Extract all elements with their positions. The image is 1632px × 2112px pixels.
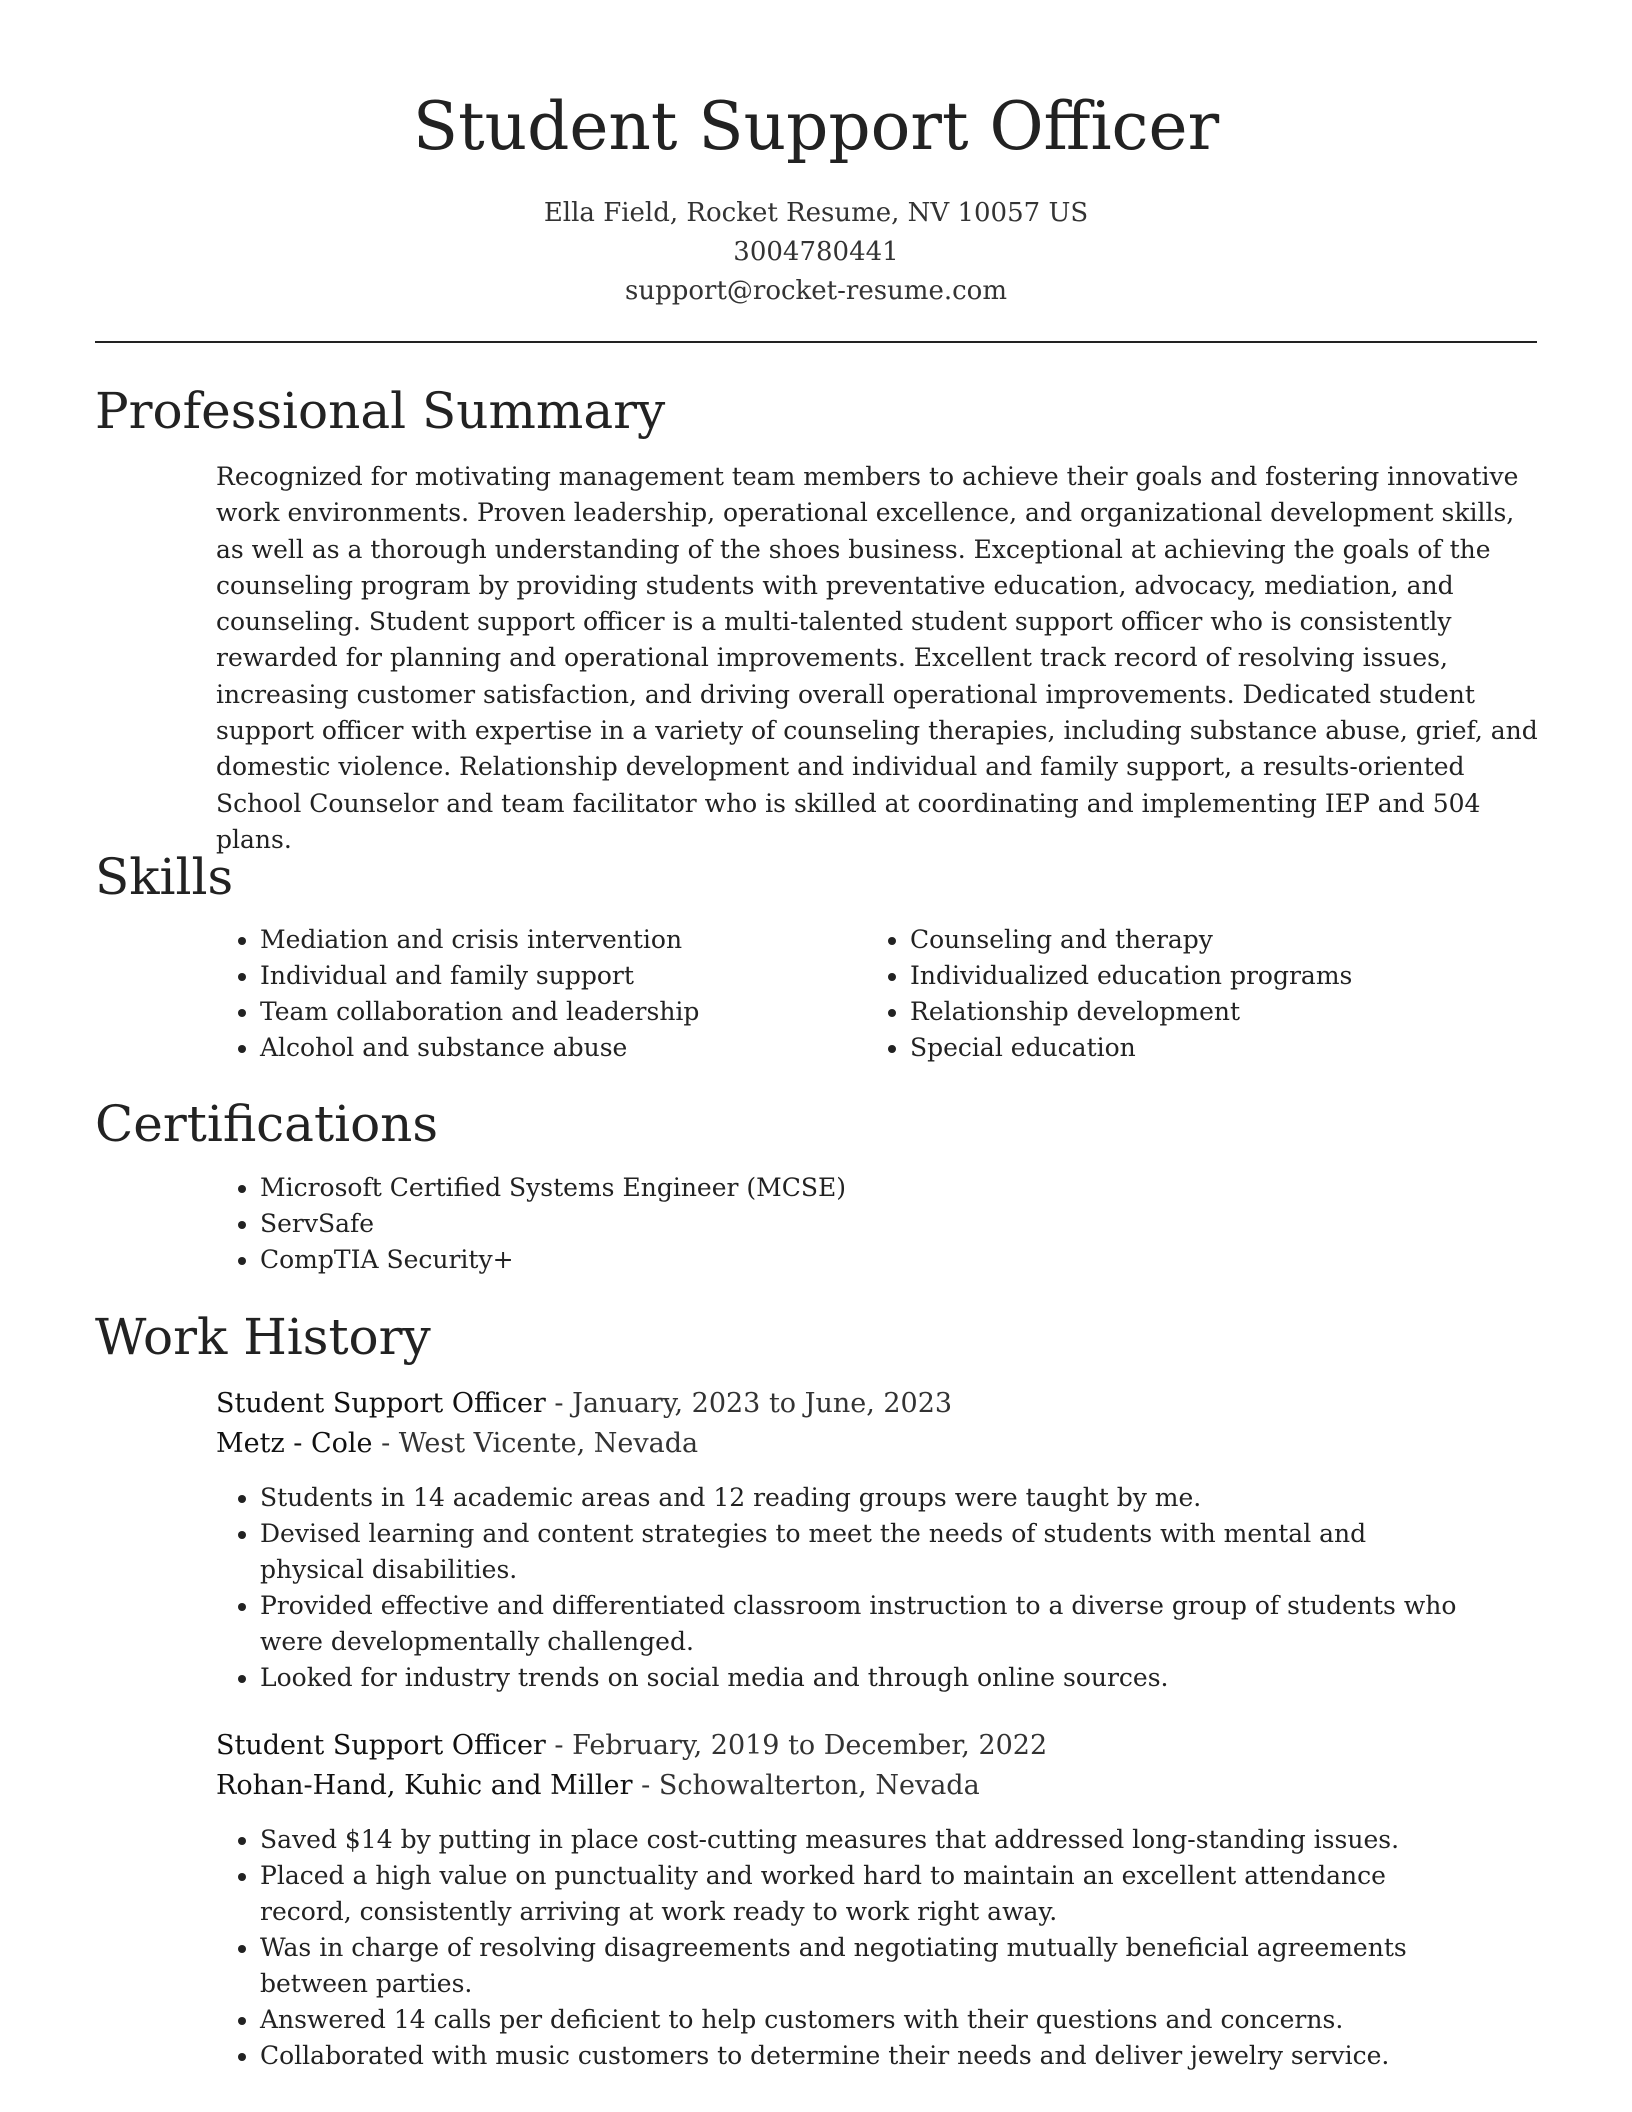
header-divider <box>95 341 1537 343</box>
skills-column-right <box>866 922 1486 1066</box>
job-title: Student Support Officer <box>216 1388 546 1419</box>
job-title-line <box>216 1726 1466 1766</box>
job-company-line <box>216 1424 1466 1464</box>
job-dates: - February, 2019 to December, 2022 <box>545 1730 1048 1761</box>
list-item: • Looked for industry trends on social media and through online sources. <box>260 1660 1466 1696</box>
job-entry <box>216 1384 1466 1696</box>
job-location: - West Vicente, Nevada <box>372 1428 699 1459</box>
summary-text: Recognized for motivating management team members to achieve their goals and fostering innovative work environments. Proven leadership, operational excellence, and organizational development skills, as well as a thorough understanding of the shoes business. Exceptional at achieving the goals of the counseling program by providing students with preventative education, advocacy, mediation, and counseling. Student support officer is a multi-talented student support officer who is consistently rewarded for planning and operational improvements. Excellent track record of resolving issues, increasing customer satisfaction, and driving overall operational improvements. Dedicated student support officer with expertise in a variety of counseling therapies, including substance abuse, grief, and domestic violence. Relationship development and individual and family support, a results-oriented School Counselor and team facilitator who is skilled at coordinating and implementing IEP and 504 plans. <box>216 462 1538 854</box>
list-item: • Collaborated with music customers to determine their needs and deliver jewelry service. <box>260 2038 1466 2074</box>
job-bullets <box>216 1480 1466 1696</box>
certifications-list <box>216 1170 1466 1278</box>
contact-address: Ella Field, Rocket Resume, NV 10057 US <box>543 198 1089 228</box>
list-item: • Relationship development <box>910 994 1486 1030</box>
job-dates: - January, 2023 to June, 2023 <box>545 1388 953 1419</box>
page-title: Student Support Officer <box>412 88 1220 165</box>
certifications-heading: Certifications <box>95 1095 439 1153</box>
list-item: • Microsoft Certified Systems Engineer (MCSE) <box>260 1170 1466 1206</box>
job-company: Rohan-Hand, Kuhic and Miller <box>216 1770 633 1801</box>
skills-list-left <box>216 922 836 1066</box>
list-item: • Team collaboration and leadership <box>260 994 836 1030</box>
job-entry <box>216 1726 1466 2074</box>
list-item: • Individual and family support <box>260 958 836 994</box>
skills-list-right <box>866 922 1486 1066</box>
job-title: Student Support Officer <box>216 1730 546 1761</box>
list-item: • Alcohol and substance abuse <box>260 1030 836 1066</box>
contact-block <box>0 194 1632 311</box>
list-item: • CompTIA Security+ <box>260 1242 1466 1278</box>
list-item: • Was in charge of resolving disagreements and negotiating mutually beneficial agreements between parties. <box>260 1930 1466 2002</box>
job-location: - Schowalterton, Nevada <box>632 1770 980 1801</box>
list-item: • Answered 14 calls per deficient to help customers with their questions and concerns. <box>260 2002 1466 2038</box>
job-company-line <box>216 1766 1466 1806</box>
list-item: • Provided effective and differentiated classroom instruction to a diverse group of students who were developmentally challenged. <box>260 1588 1466 1660</box>
list-item: • Special education <box>910 1030 1486 1066</box>
skills-column-left <box>216 922 836 1066</box>
contact-phone: 3004780441 <box>733 237 899 267</box>
list-item: • Individualized education programs <box>910 958 1486 994</box>
list-item: • Placed a high value on punctuality and worked hard to maintain an excellent attendance record, consistently arriving at work ready to work right away. <box>260 1858 1466 1930</box>
skills-heading: Skills <box>95 848 234 906</box>
list-item: • Saved $14 by putting in place cost-cutting measures that addressed long-standing issues. <box>260 1822 1466 1858</box>
list-item: • Counseling and therapy <box>910 922 1486 958</box>
resume-header <box>0 0 1632 311</box>
list-item: • Students in 14 academic areas and 12 reading groups were taught by me. <box>260 1480 1466 1516</box>
summary-heading: Professional Summary <box>95 382 666 440</box>
list-item: • Mediation and crisis intervention <box>260 922 836 958</box>
list-item: • ServSafe <box>260 1206 1466 1242</box>
job-title-line <box>216 1384 1466 1424</box>
job-bullets <box>216 1822 1466 2074</box>
work-history-heading: Work History <box>95 1308 431 1366</box>
list-item: • Devised learning and content strategies to meet the needs of students with mental and physical disabilities. <box>260 1516 1466 1588</box>
contact-email: support@rocket-resume.com <box>624 276 1007 306</box>
certifications-block <box>216 1170 1466 1278</box>
job-company: Metz - Cole <box>216 1428 373 1459</box>
